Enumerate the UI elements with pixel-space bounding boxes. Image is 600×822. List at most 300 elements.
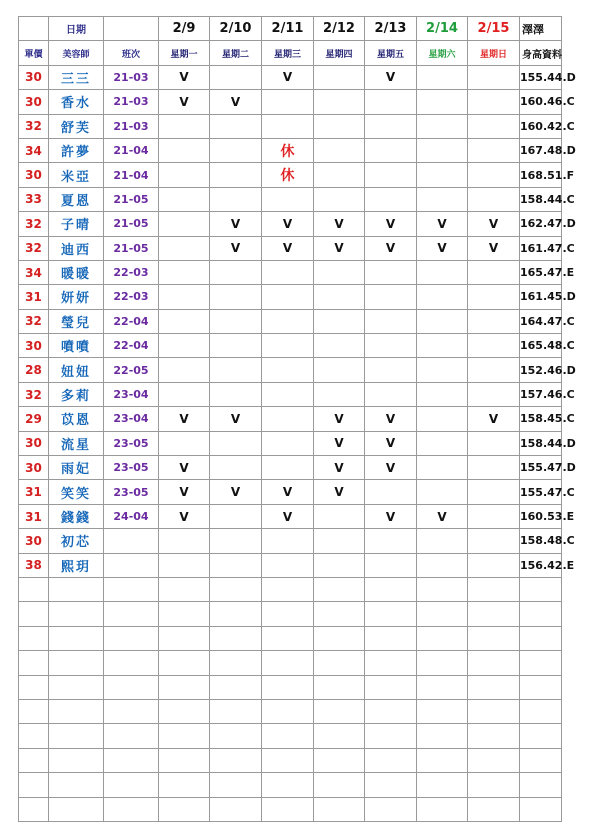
empty-cell — [159, 748, 210, 772]
schedule-cell-wed — [262, 260, 314, 284]
stylist-name-cell: 夏恩 — [49, 187, 104, 211]
weekday-thu: 星期四 — [314, 41, 365, 65]
schedule-cell-fri — [365, 358, 417, 382]
empty-cell — [159, 577, 210, 601]
empty-cell — [210, 724, 262, 748]
empty-cell — [159, 797, 210, 821]
schedule-cell-tue: V — [210, 90, 262, 114]
empty-cell — [365, 724, 417, 748]
price-cell: 30 — [19, 163, 49, 187]
empty-cell — [49, 748, 104, 772]
empty-cell — [19, 748, 49, 772]
header-blank — [104, 17, 159, 41]
empty-row — [19, 626, 562, 650]
body-data-cell: 158.45.C — [520, 407, 562, 431]
empty-cell — [417, 699, 468, 723]
empty-cell — [365, 797, 417, 821]
schedule-cell-mon — [159, 285, 210, 309]
schedule-cell-sun — [468, 65, 520, 89]
empty-cell — [19, 699, 49, 723]
class-cell: 22-03 — [104, 285, 159, 309]
empty-cell — [262, 675, 314, 699]
schedule-cell-thu — [314, 138, 365, 162]
price-cell: 32 — [19, 309, 49, 333]
empty-cell — [468, 773, 520, 797]
schedule-cell-sat — [417, 407, 468, 431]
schedule-cell-sat — [417, 138, 468, 162]
empty-cell — [49, 724, 104, 748]
empty-cell — [468, 699, 520, 723]
empty-cell — [314, 699, 365, 723]
date-thu: 2/12 — [314, 17, 365, 41]
price-cell: 38 — [19, 553, 49, 577]
schedule-cell-tue — [210, 187, 262, 211]
schedule-cell-sat — [417, 431, 468, 455]
schedule-cell-mon — [159, 382, 210, 406]
stylist-name-cell: 妞妞 — [49, 358, 104, 382]
schedule-cell-mon: V — [159, 407, 210, 431]
empty-cell — [520, 602, 562, 626]
empty-cell — [468, 748, 520, 772]
schedule-cell-sat — [417, 456, 468, 480]
stylist-name-cell: 錢錢 — [49, 504, 104, 528]
schedule-cell-wed: V — [262, 212, 314, 236]
schedule-cell-wed — [262, 285, 314, 309]
table-row — [19, 431, 562, 455]
empty-cell — [19, 797, 49, 821]
body-data-cell: 164.47.C — [520, 309, 562, 333]
weekday-wed: 星期三 — [262, 41, 314, 65]
schedule-cell-sat — [417, 65, 468, 89]
empty-cell — [520, 626, 562, 650]
schedule-cell-wed: V — [262, 504, 314, 528]
schedule-cell-sat — [417, 553, 468, 577]
class-cell: 23-05 — [104, 456, 159, 480]
empty-cell — [104, 748, 159, 772]
schedule-cell-wed — [262, 407, 314, 431]
class-cell: 21-03 — [104, 65, 159, 89]
weekday-tue: 星期二 — [210, 41, 262, 65]
price-cell: 32 — [19, 236, 49, 260]
empty-cell — [314, 675, 365, 699]
body-data-cell: 156.42.E — [520, 553, 562, 577]
empty-cell — [49, 651, 104, 675]
price-cell: 30 — [19, 431, 49, 455]
empty-cell — [262, 748, 314, 772]
schedule-cell-thu — [314, 285, 365, 309]
schedule-cell-mon — [159, 163, 210, 187]
schedule-cell-thu — [314, 187, 365, 211]
table-row — [19, 114, 562, 138]
empty-cell — [262, 699, 314, 723]
schedule-cell-fri: V — [365, 407, 417, 431]
table-row — [19, 334, 562, 358]
schedule-cell-sun — [468, 114, 520, 138]
empty-cell — [104, 602, 159, 626]
stylist-name-cell: 香水 — [49, 90, 104, 114]
schedule-cell-sun — [468, 334, 520, 358]
empty-row — [19, 699, 562, 723]
empty-cell — [159, 699, 210, 723]
weekday-sun: 星期日 — [468, 41, 520, 65]
class-cell: 22-04 — [104, 334, 159, 358]
price-cell: 30 — [19, 456, 49, 480]
schedule-cell-thu: V — [314, 480, 365, 504]
schedule-cell-tue — [210, 553, 262, 577]
empty-cell — [19, 626, 49, 650]
schedule-cell-mon — [159, 114, 210, 138]
price-cell: 31 — [19, 504, 49, 528]
empty-cell — [520, 773, 562, 797]
schedule-cell-sun — [468, 90, 520, 114]
stylist-name-cell: 瑩兒 — [49, 309, 104, 333]
schedule-cell-sun: V — [468, 407, 520, 431]
schedule-cell-tue — [210, 114, 262, 138]
empty-cell — [104, 651, 159, 675]
empty-cell — [159, 651, 210, 675]
body-data-cell: 160.42.C — [520, 114, 562, 138]
empty-cell — [468, 626, 520, 650]
empty-cell — [365, 577, 417, 601]
schedule-cell-thu — [314, 65, 365, 89]
schedule-cell-tue: V — [210, 480, 262, 504]
stylist-name-cell: 流星 — [49, 431, 104, 455]
empty-cell — [210, 773, 262, 797]
empty-cell — [262, 626, 314, 650]
empty-cell — [262, 773, 314, 797]
class-cell: 23-04 — [104, 382, 159, 406]
header-row-weekdays — [19, 41, 562, 65]
empty-cell — [314, 651, 365, 675]
empty-cell — [19, 602, 49, 626]
schedule-cell-mon: V — [159, 456, 210, 480]
schedule-cell-mon — [159, 260, 210, 284]
schedule-cell-wed — [262, 358, 314, 382]
schedule-cell-mon — [159, 212, 210, 236]
empty-cell — [262, 577, 314, 601]
table-row — [19, 65, 562, 89]
schedule-cell-thu — [314, 334, 365, 358]
empty-row — [19, 748, 562, 772]
price-cell: 28 — [19, 358, 49, 382]
schedule-cell-sat: V — [417, 212, 468, 236]
price-cell: 29 — [19, 407, 49, 431]
table-row — [19, 358, 562, 382]
schedule-cell-wed — [262, 334, 314, 358]
header-blank — [19, 17, 49, 41]
stylist-name-cell: 三三 — [49, 65, 104, 89]
empty-cell — [49, 577, 104, 601]
schedule-cell-sun — [468, 163, 520, 187]
empty-cell — [49, 699, 104, 723]
weekday-sat: 星期六 — [417, 41, 468, 65]
empty-cell — [49, 773, 104, 797]
empty-cell — [520, 699, 562, 723]
price-cell: 30 — [19, 65, 49, 89]
schedule-cell-mon — [159, 236, 210, 260]
class-cell: 23-05 — [104, 480, 159, 504]
empty-cell — [417, 748, 468, 772]
date-fri: 2/13 — [365, 17, 417, 41]
empty-cell — [210, 577, 262, 601]
schedule-cell-mon — [159, 309, 210, 333]
empty-cell — [19, 577, 49, 601]
body-data-cell: 161.47.C — [520, 236, 562, 260]
schedule-cell-thu — [314, 504, 365, 528]
empty-cell — [159, 602, 210, 626]
table-row — [19, 456, 562, 480]
schedule-cell-thu — [314, 309, 365, 333]
empty-cell — [262, 651, 314, 675]
schedule-cell-sat: V — [417, 504, 468, 528]
table-row — [19, 163, 562, 187]
stylist-name-cell: 子晴 — [49, 212, 104, 236]
schedule-cell-wed: V — [262, 236, 314, 260]
schedule-cell-fri — [365, 529, 417, 553]
price-cell: 34 — [19, 138, 49, 162]
schedule-cell-tue — [210, 382, 262, 406]
header-row-dates — [19, 17, 562, 41]
schedule-cell-tue — [210, 260, 262, 284]
empty-cell — [314, 773, 365, 797]
empty-cell — [365, 748, 417, 772]
stylist-name-cell: 米亞 — [49, 163, 104, 187]
empty-cell — [19, 675, 49, 699]
table-row — [19, 138, 562, 162]
class-cell: 21-04 — [104, 163, 159, 187]
empty-cell — [19, 651, 49, 675]
schedule-cell-mon — [159, 358, 210, 382]
weekday-mon: 星期一 — [159, 41, 210, 65]
empty-cell — [262, 724, 314, 748]
empty-cell — [314, 577, 365, 601]
class-cell: 22-05 — [104, 358, 159, 382]
schedule-cell-sun — [468, 138, 520, 162]
class-cell — [104, 553, 159, 577]
empty-cell — [417, 626, 468, 650]
schedule-cell-fri — [365, 187, 417, 211]
schedule-cell-thu — [314, 90, 365, 114]
date-sat: 2/14 — [417, 17, 468, 41]
table-row — [19, 236, 562, 260]
schedule-cell-sun — [468, 529, 520, 553]
schedule-cell-wed — [262, 382, 314, 406]
schedule-cell-thu — [314, 260, 365, 284]
empty-cell — [104, 699, 159, 723]
empty-cell — [314, 602, 365, 626]
schedule-cell-fri — [365, 553, 417, 577]
empty-cell — [314, 626, 365, 650]
empty-cell — [104, 724, 159, 748]
empty-row — [19, 577, 562, 601]
schedule-cell-fri: V — [365, 212, 417, 236]
schedule-cell-fri — [365, 285, 417, 309]
empty-cell — [365, 602, 417, 626]
body-data-cell: 162.47.D — [520, 212, 562, 236]
schedule-cell-mon: V — [159, 65, 210, 89]
body-data-cell: 152.46.D — [520, 358, 562, 382]
schedule-cell-sun — [468, 456, 520, 480]
schedule-cell-mon — [159, 334, 210, 358]
empty-cell — [314, 748, 365, 772]
schedule-cell-sun — [468, 504, 520, 528]
schedule-cell-fri — [365, 382, 417, 406]
schedule-cell-sat — [417, 382, 468, 406]
date-sun: 2/15 — [468, 17, 520, 41]
schedule-cell-sun: V — [468, 212, 520, 236]
schedule-cell-wed: V — [262, 480, 314, 504]
schedule-cell-fri: V — [365, 456, 417, 480]
price-cell: 33 — [19, 187, 49, 211]
empty-cell — [210, 675, 262, 699]
price-cell: 30 — [19, 529, 49, 553]
empty-row — [19, 773, 562, 797]
price-cell: 32 — [19, 382, 49, 406]
empty-cell — [520, 577, 562, 601]
stylist-name-cell: 初芯 — [49, 529, 104, 553]
empty-cell — [104, 577, 159, 601]
empty-cell — [314, 724, 365, 748]
col-header-class: 班次 — [104, 41, 159, 65]
schedule-cell-wed: 休 — [262, 138, 314, 162]
schedule-cell-thu — [314, 114, 365, 138]
empty-cell — [417, 797, 468, 821]
schedule-cell-tue — [210, 309, 262, 333]
schedule-cell-fri — [365, 114, 417, 138]
sheet-owner-title: 澤澤 — [520, 17, 562, 41]
price-cell: 30 — [19, 90, 49, 114]
schedule-cell-tue: V — [210, 407, 262, 431]
class-cell: 21-03 — [104, 90, 159, 114]
schedule-cell-sun — [468, 431, 520, 455]
stylist-name-cell: 多莉 — [49, 382, 104, 406]
body-data-cell: 168.51.F — [520, 163, 562, 187]
body-data-cell: 157.46.C — [520, 382, 562, 406]
empty-cell — [49, 675, 104, 699]
schedule-cell-mon — [159, 553, 210, 577]
empty-cell — [468, 577, 520, 601]
empty-cell — [417, 651, 468, 675]
table-row — [19, 90, 562, 114]
empty-cell — [210, 748, 262, 772]
schedule-cell-sun — [468, 187, 520, 211]
empty-cell — [365, 675, 417, 699]
table-row — [19, 553, 562, 577]
empty-cell — [210, 797, 262, 821]
schedule-cell-tue — [210, 285, 262, 309]
stylist-name-cell: 妍妍 — [49, 285, 104, 309]
body-data-cell: 165.47.E — [520, 260, 562, 284]
empty-cell — [104, 797, 159, 821]
empty-cell — [159, 724, 210, 748]
schedule-cell-sun: V — [468, 236, 520, 260]
body-data-cell: 158.48.C — [520, 529, 562, 553]
schedule-cell-sun — [468, 260, 520, 284]
schedule-cell-wed — [262, 114, 314, 138]
empty-cell — [104, 626, 159, 650]
empty-cell — [468, 651, 520, 675]
date-tue: 2/10 — [210, 17, 262, 41]
body-data-cell: 165.48.C — [520, 334, 562, 358]
schedule-cell-tue — [210, 529, 262, 553]
schedule-cell-wed — [262, 529, 314, 553]
schedule-cell-sat — [417, 187, 468, 211]
date-mon: 2/9 — [159, 17, 210, 41]
empty-cell — [468, 797, 520, 821]
empty-cell — [210, 699, 262, 723]
body-data-cell: 155.44.D — [520, 65, 562, 89]
price-cell: 30 — [19, 334, 49, 358]
stylist-name-cell: 噴噴 — [49, 334, 104, 358]
empty-cell — [159, 626, 210, 650]
schedule-cell-fri: V — [365, 65, 417, 89]
empty-cell — [468, 675, 520, 699]
schedule-table — [18, 16, 576, 822]
class-cell: 21-05 — [104, 212, 159, 236]
col-header-body: 身高資料 — [520, 41, 562, 65]
schedule-cell-tue: V — [210, 236, 262, 260]
schedule-cell-mon: V — [159, 504, 210, 528]
stylist-name-cell: 熙玥 — [49, 553, 104, 577]
schedule-cell-sun — [468, 358, 520, 382]
schedule-cell-sun — [468, 382, 520, 406]
schedule-cell-sat — [417, 285, 468, 309]
schedule-cell-sat — [417, 358, 468, 382]
body-data-cell: 161.45.D — [520, 285, 562, 309]
table-row — [19, 212, 562, 236]
class-cell: 24-04 — [104, 504, 159, 528]
stylist-name-cell: 舒芙 — [49, 114, 104, 138]
table-row — [19, 407, 562, 431]
table-row — [19, 260, 562, 284]
empty-cell — [210, 651, 262, 675]
empty-cell — [19, 773, 49, 797]
schedule-cell-sat — [417, 114, 468, 138]
empty-cell — [49, 797, 104, 821]
schedule-cell-tue — [210, 431, 262, 455]
table-row — [19, 504, 562, 528]
class-cell: 22-03 — [104, 260, 159, 284]
schedule-cell-mon — [159, 187, 210, 211]
schedule-cell-wed — [262, 456, 314, 480]
empty-row — [19, 651, 562, 675]
weekday-fri: 星期五 — [365, 41, 417, 65]
empty-cell — [19, 724, 49, 748]
schedule-cell-thu: V — [314, 236, 365, 260]
empty-cell — [365, 773, 417, 797]
class-cell: 23-04 — [104, 407, 159, 431]
empty-row — [19, 602, 562, 626]
class-cell: 21-03 — [104, 114, 159, 138]
empty-cell — [520, 724, 562, 748]
stylist-name-cell: 笑笑 — [49, 480, 104, 504]
schedule-cell-wed — [262, 309, 314, 333]
empty-cell — [417, 675, 468, 699]
price-cell: 31 — [19, 480, 49, 504]
empty-cell — [520, 797, 562, 821]
schedule-cell-sat — [417, 480, 468, 504]
schedule-cell-thu — [314, 358, 365, 382]
table-row — [19, 529, 562, 553]
empty-cell — [468, 602, 520, 626]
schedule-cell-fri: V — [365, 431, 417, 455]
schedule-cell-fri — [365, 138, 417, 162]
schedule-cell-fri — [365, 480, 417, 504]
empty-cell — [520, 651, 562, 675]
price-cell: 34 — [19, 260, 49, 284]
schedule-cell-fri: V — [365, 504, 417, 528]
schedule-cell-tue — [210, 65, 262, 89]
